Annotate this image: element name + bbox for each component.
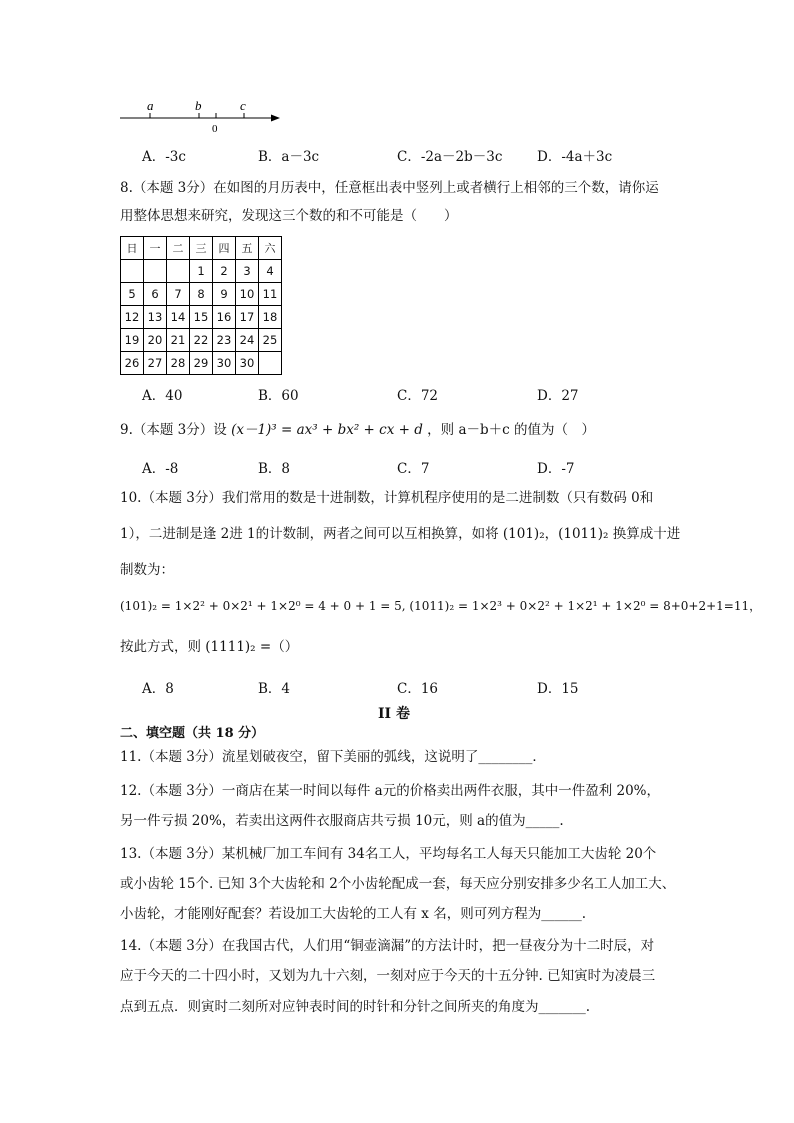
q14-stem-line1: 14.（本题 3分）在我国古代，人们用“铜壶滴漏”的方法计时，把一昼夜分为十二时辰，对 [120,938,655,954]
q12-stem-line2: 另一件亏损 20%，若卖出这两件衣服商店共亏损 10元，则 a的值为_____. [120,813,564,829]
calendar-cell: 二 [167,237,190,260]
q10-stem-line2: 1），二进制是逢 2进 1的计数制，两者之间可以互相换算，如将 (101)₂，(1011)₂ 换算成十进 [120,526,681,542]
calendar-cell: 20 [144,329,167,352]
label-b: b [195,98,202,113]
calendar-cell: 7 [167,283,190,306]
calendar-cell: 16 [213,306,236,329]
q8-option-a[interactable]: A．40 [142,388,183,404]
label-c: c [240,98,246,113]
q10-option-b[interactable]: B．4 [258,681,291,697]
calendar-cell: 26 [121,352,144,375]
q7-option-c[interactable]: C．-2a－2b－3c [397,149,503,165]
calendar-header-row [121,237,282,260]
calendar-cell: 22 [190,329,213,352]
calendar-cell: 21 [167,329,190,352]
calendar-cell: 11 [259,283,282,306]
q13-stem-line1: 13.（本题 3分）某机械厂加工车间有 34名工人，平均每名工人每天只能加工大齿轮 20个 [120,846,657,862]
volume-title: II 卷 [378,706,410,722]
calendar-cell: 10 [236,283,259,306]
calendar-table [120,236,282,375]
calendar-cell: 6 [144,283,167,306]
calendar-cell: 19 [121,329,144,352]
section-heading: 二、填空题（共 18 分） [120,726,265,741]
calendar-row [121,352,282,375]
calendar-cell: 四 [213,237,236,260]
q9-option-b[interactable]: B．8 [258,461,291,477]
calendar-cell: 27 [144,352,167,375]
q10-formula: (101)₂ = 1×2² + 0×2¹ + 1×2⁰ = 4 + 0 + 1 = 5, (1011)₂ = 1×2³ + 0×2² + 1×2¹ + 1×2⁰ = 8+0+2+1=11， [120,599,762,613]
calendar-cell: 30 [213,352,236,375]
q9-equation: (x－1)³ = ax³ + bx² + cx + d [231,422,423,438]
label-zero: 0 [212,123,218,135]
q9-stem-prefix: 9.（本题 3分）设 [120,422,227,438]
q14-stem-line2: 应于今天的二十四小时，又划为九十六刻，一刻对应于今天的十五分钟. 已知寅时为凌晨三 [120,968,656,984]
q10-option-a[interactable]: A．8 [142,681,174,697]
q7-option-a[interactable]: A．-3c [142,149,186,165]
q10-option-d[interactable]: D．15 [537,681,579,697]
calendar-cell: 8 [190,283,213,306]
calendar-cell [144,260,167,283]
calendar-row [121,306,282,329]
number-line-arrow [271,115,280,122]
q13-stem-line3: 小齿轮，才能刚好配套？若设加工大齿轮的工人有 x 名，则可列方程为______. [120,906,586,922]
calendar-cell: 23 [213,329,236,352]
q10-option-c[interactable]: C．16 [397,681,439,697]
q7-option-d[interactable]: D．-4a＋3c [537,149,613,165]
q9-option-c[interactable]: C．7 [397,461,430,477]
q10-stem-line1: 10.（本题 3分）我们常用的数是十进制数，计算机程序使用的是二进制数（只有数码 0和 [120,490,654,506]
calendar-cell: 日 [121,237,144,260]
q9-stem [120,421,595,439]
q8-option-b[interactable]: B．60 [258,388,299,404]
calendar-cell: 28 [167,352,190,375]
q12-stem-line1: 12.（本题 3分）一商店在某一时间以每件 a元的价格卖出两件衣服，其中一件盈利 20%， [120,783,660,799]
calendar-row [121,260,282,283]
q11-stem: 11.（本题 3分）流星划破夜空，留下美丽的弧线，这说明了________． [120,749,546,765]
calendar-cell: 25 [259,329,282,352]
calendar-cell: 5 [121,283,144,306]
calendar-cell: 14 [167,306,190,329]
calendar-cell: 12 [121,306,144,329]
q9-stem-suffix: ，则 a－b＋c 的值为（ ） [427,422,595,438]
q8-option-c[interactable]: C．72 [397,388,439,404]
calendar-cell: 4 [259,260,282,283]
calendar-cell [121,260,144,283]
q9-option-d[interactable]: D．-7 [537,461,575,477]
calendar-cell: 一 [144,237,167,260]
q9-option-a[interactable]: A．-8 [142,461,179,477]
calendar-cell: 1 [190,260,213,283]
q14-stem-line3: 点到五点．则寅时二刻所对应钟表时间的时针和分针之间所夹的角度为_______. [120,999,591,1015]
calendar-cell: 三 [190,237,213,260]
label-a: a [147,98,154,113]
calendar-cell [167,260,190,283]
number-line-figure [118,96,283,136]
calendar-cell [259,352,282,375]
calendar-cell: 13 [144,306,167,329]
calendar-cell: 15 [190,306,213,329]
calendar-row [121,283,282,306]
q8-stem-line2: 用整体思想来研究，发现这三个数的和不可能是（ ） [120,208,458,224]
calendar-cell: 17 [236,306,259,329]
calendar-cell: 24 [236,329,259,352]
calendar-cell: 30 [236,352,259,375]
calendar-cell: 9 [213,283,236,306]
calendar-cell: 29 [190,352,213,375]
calendar-cell: 五 [236,237,259,260]
q8-stem-line1: 8.（本题 3分）在如图的月历表中，任意框出表中竖列上或者横行上相邻的三个数，请你运 [120,180,659,196]
q13-stem-line2: 或小齿轮 15个. 已知 3个大齿轮和 2个小齿轮配成一套，每天应分别安排多少名工人加工大、 [120,876,676,892]
q10-stem-line3: 制数为： [120,562,174,578]
q8-option-d[interactable]: D．27 [537,388,579,404]
q10-stem-line5: 按此方式，则 (1111)₂ =（） [120,639,299,655]
calendar-cell: 2 [213,260,236,283]
calendar-cell: 3 [236,260,259,283]
calendar-row [121,329,282,352]
calendar-cell: 六 [259,237,282,260]
q7-option-b[interactable]: B．a－3c [258,149,320,165]
calendar-cell: 18 [259,306,282,329]
